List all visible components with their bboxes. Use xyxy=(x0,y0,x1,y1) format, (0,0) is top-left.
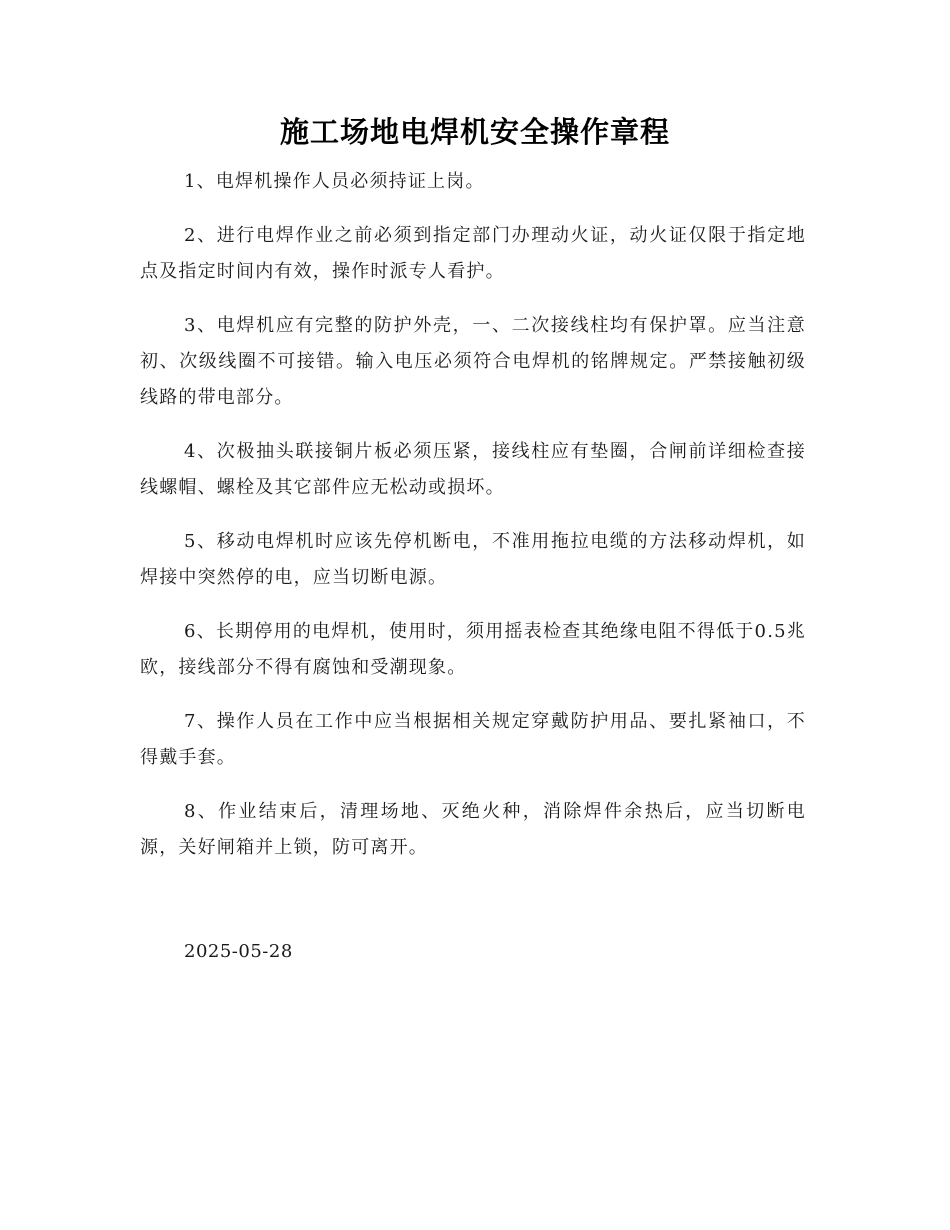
rule-paragraph-8: 8、作业结束后，清理场地、灭绝火种，消除焊件余热后，应当切断电源，关好闸箱并上锁，防可离开。 xyxy=(140,801,806,858)
document-body xyxy=(140,164,806,884)
rule-paragraph-5: 5、移动电焊机时应该先停机断电，不准用拖拉电缆的方法移动焊机，如焊接中突然停的电，应当切断电源。 xyxy=(140,531,806,588)
rule-paragraph-4: 4、次极抽头联接铜片板必须压紧，接线柱应有垫圈，合闸前详细检查接线螺帽、螺栓及其它部件应无松动或损坏。 xyxy=(140,441,806,498)
document-title: 施工场地电焊机安全操作章程 xyxy=(279,115,670,149)
rule-paragraph-6: 6、长期停用的电焊机，使用时，须用摇表检查其绝缘电阻不得低于0.5兆欧，接线部分不得有腐蚀和受潮现象。 xyxy=(140,621,806,678)
document-date: 2025-05-28 xyxy=(184,941,293,962)
rule-paragraph-7: 7、操作人员在工作中应当根据相关规定穿戴防护用品、要扎紧袖口，不得戴手套。 xyxy=(140,711,806,768)
rule-paragraph-2: 2、进行电焊作业之前必须到指定部门办理动火证，动火证仅限于指定地点及指定时间内有效，操作时派专人看护。 xyxy=(140,225,806,282)
rule-paragraph-3: 3、电焊机应有完整的防护外壳，一、二次接线柱均有保护罩。应当注意初、次级线圈不可接错。输入电压必须符合电焊机的铭牌规定。严禁接触初级线路的带电部分。 xyxy=(140,315,806,408)
rule-paragraph-1: 1、电焊机操作人员必须持证上岗。 xyxy=(184,171,485,192)
